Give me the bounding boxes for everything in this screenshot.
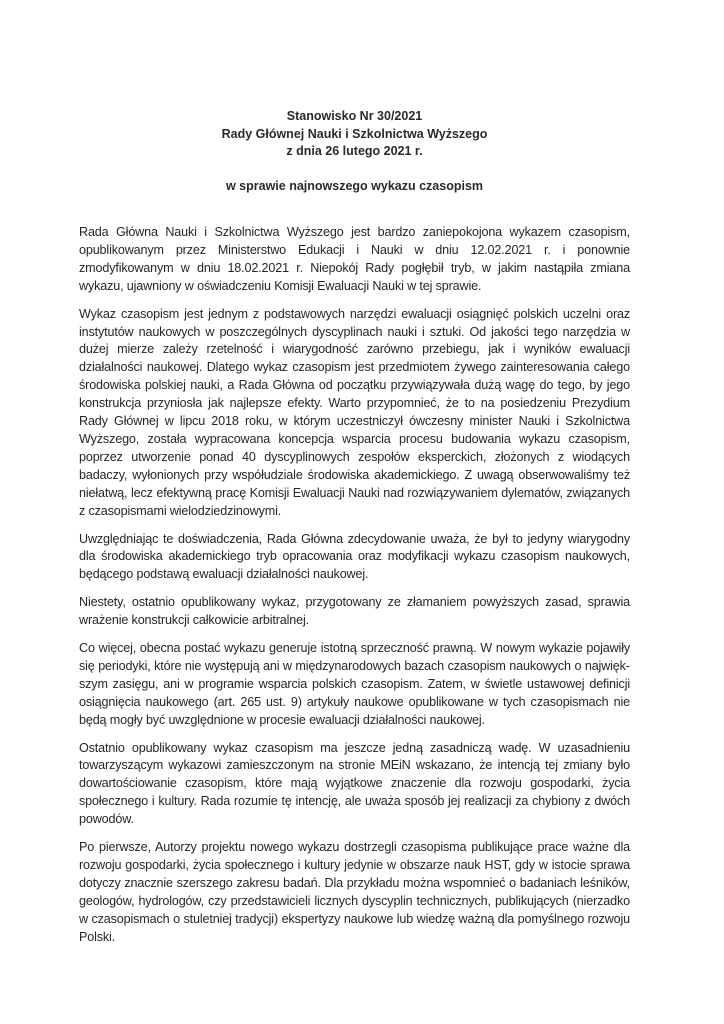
document-body — [79, 224, 630, 957]
document-header — [79, 108, 630, 195]
paragraph: Rada Główna Nauki i Szkolnictwa Wyższego jest bardzo zaniepokojona wykazem czasopism, opublikowanym przez Ministerstwo Edukacji i Nauki w dniu 12.02.2021 r. i ponownie zmodyfikowanym w dniu 18.02.2021 r. Niepokój Rady pogłębił tryb, w jakim nastąpiła zmiana wykazu, ujawniony w oświadczeniu Komisji Ewaluacji Nauki w tej sprawie. — [79, 225, 630, 293]
paragraph: Ostatnio opublikowany wykaz czasopism ma jeszcze jedną zasadniczą wadę. W uzasadnieniu towarzyszącym wykazowi zamieszczonym na stronie MEiN wskazano, że intencją tej zmiany było dowartościowanie czasopism, które mają wyjątkowe znaczenie dla rozwoju gospodarki, życia społecznego i kultury. Rada rozumie tę intencję, ale uważa sposób jej realizacji za chybiony z dwóch powodów. — [79, 740, 630, 827]
document-title: Stanowisko Nr 30/2021 — [286, 109, 423, 123]
document-subject: w sprawie najnowszego wykazu czasopism — [225, 178, 484, 193]
document-issuer: Rady Głównej Nauki i Szkolnictwa Wyższego — [221, 126, 488, 141]
document-date: z dnia 26 lutego 2021 r. — [286, 144, 423, 158]
paragraph: Niestety, ostatnio opublikowany wykaz, przygotowany ze złamaniem powyższych zasad, sprawia wrażenie konstrukcji całkowicie arbitralnej. — [79, 595, 630, 628]
paragraph: Co więcej, obecna postać wykazu generuje istotną sprzeczność prawną. W nowym wykazie pojawiły się periodyki, które nie występują ani w międzynarodowych bazach czasopism naukowych o największym zasięgu, ani w programie wsparcia polskich czasopism. Zatem, w świetle ustawowej definicji osiągnięcia naukowego (art. 265 ust. 9) artykuły naukowe opublikowane w tych czasopismach nie będą mogły być uwzględnione w procesie ewaluacji działalności naukowej. — [79, 641, 630, 727]
paragraph: Po pierwsze, Autorzy projektu nowego wykazu dostrzegli czasopisma publikujące prace ważne dla rozwoju gospodarki, życia społecznego i kultury jedynie w obszarze nauk HST, gdy w istocie sprawa dotyczy znacznie szerszego zakresu badań. Dla przykładu można wspomnieć o badaniach leśników, geologów, hydrologów, czy przedstawicieli licznych dyscyplin technicznych, publikujących (nierzadko w czasopismach o stuletniej tradycji) ekspertyzy naukowe lub wiedzę ważną dla pomyślnego rozwoju Polski. — [79, 840, 630, 944]
paragraph: Uwzględniając te doświadczenia, Rada Główna zdecydowanie uważa, że był to jedyny wiarygodny dla środowiska akademickiego tryb opracowania oraz modyfikacji wykazu czasopism naukowych, będącego podstawą ewaluacji działalności naukowej. — [79, 531, 630, 582]
paragraph: Wykaz czasopism jest jednym z podstawowych narzędzi ewaluacji osiągnięć polskich uczelni oraz instytutów naukowych w poszczególnych dyscyplinach nauki i sztuki. Od jakości tego narzędzia w dużej mierze zależy rzetelność i wiarygodność zarówno przebiegu, jak i wyników ewaluacji działalności naukowej. Dlatego wykaz czasopism jest przedmiotem żywego zainteresowania całego środowiska polskiej nauki, a Rada Główna od początku przywiązywała dużą wagę do tego, by jego konstrukcja przyniosła jak najlepsze efekty. Warto przypomnieć, że to na posiedzeniu Prezydium Rady Głównej w lipcu 2018 roku, w którym uczestniczył ówczesny minister Nauki i Szkolnictwa Wyższego, została wypracowana koncepcja wsparcia procesu budowania wykazu czasopism, poprzez utworzenie ponad 40 dyscyplinowych zespołów eksperckich, złożonych z wiodących badaczy, wyłonionych przy współudziale środowiska akademickiego. Z uwagą obserwowaliśmy też niełatwą, lecz efektywną pracę Komisji Ewaluacji Nauki nad rozwiązywaniem dylematów, związanych z czasopismami wielodziedzinowymi. — [79, 306, 630, 518]
